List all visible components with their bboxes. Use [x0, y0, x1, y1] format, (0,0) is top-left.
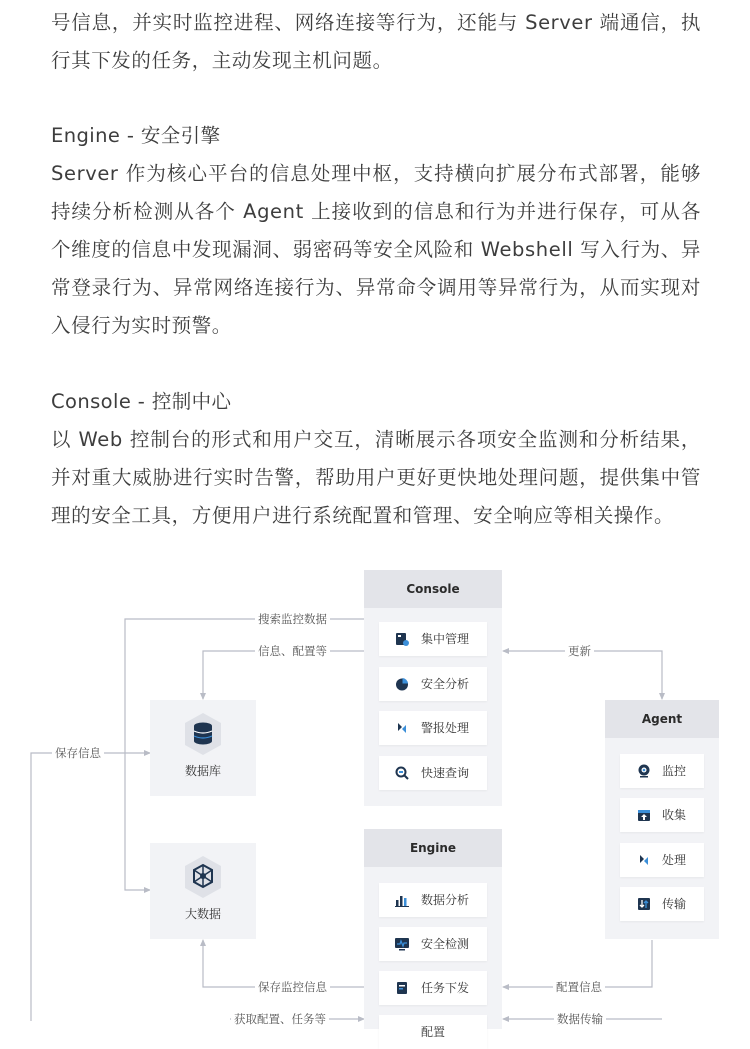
console-item-label: 安全分析	[421, 677, 470, 691]
label-info-config: 信息、配置等	[255, 644, 330, 658]
task-icon	[395, 981, 409, 995]
engine-item-label: 数据分析	[421, 893, 470, 907]
label-data-transfer: 数据传输	[554, 1012, 606, 1026]
agent-panel-title: Agent	[605, 700, 719, 738]
label-update: 更新	[565, 644, 594, 658]
transfer-icon	[637, 897, 651, 911]
engine-panel	[364, 829, 502, 1039]
engine-item-label: 配置	[421, 1025, 446, 1039]
monitor-pulse-icon	[395, 937, 409, 951]
agent-item-process	[620, 843, 704, 877]
console-item-analysis	[379, 667, 487, 701]
label-get-config: 获取配置、任务等	[231, 1012, 329, 1026]
agent-item-label: 收集	[662, 808, 687, 822]
architecture-diagram	[0, 560, 750, 1039]
engine-item-analysis	[379, 883, 487, 917]
agent-item-transfer	[620, 887, 704, 921]
agent-item-monitor	[620, 754, 704, 788]
intro-line-2: 行其下发的任务，主动发现主机问题。	[51, 49, 393, 72]
console-section	[51, 383, 701, 535]
process-icon	[637, 853, 651, 867]
console-item-query	[379, 756, 487, 790]
engine-section-body: Server 作为核心平台的信息处理中枢，支持横向扩展分布式部署，能够持续分析检测从各个 Agent 上接收到的信息和行为并进行保存，可从各个维度的信息中发现漏洞、弱密码等安全风险和 Webshell 写入行为、异常登录行为、异常网络连接行为、异常命令调用等异常行为，从而实现对入侵行为实时预警。	[51, 162, 701, 337]
database-box	[150, 700, 256, 796]
upload-box-icon	[637, 808, 651, 822]
engine-item-task	[379, 971, 487, 1005]
engine-item-label: 安全检测	[421, 937, 470, 951]
management-icon	[395, 632, 409, 646]
agent-panel	[605, 700, 719, 939]
label-search: 搜索监控数据	[255, 612, 330, 626]
process-icon	[395, 721, 409, 735]
intro-paragraph	[51, 4, 701, 80]
console-item-label: 快速查询	[421, 766, 470, 780]
console-item-label: 集中管理	[421, 632, 470, 646]
console-panel	[364, 570, 502, 806]
console-item-alert	[379, 711, 487, 745]
bar-chart-icon	[395, 893, 409, 907]
database-icon	[183, 712, 223, 756]
label-save-monitor: 保存监控信息	[255, 980, 330, 994]
search-icon	[395, 766, 409, 780]
engine-item-label: 任务下发	[421, 981, 470, 995]
engine-panel-title: Engine	[364, 829, 502, 867]
line-info-config	[203, 651, 364, 699]
camera-icon	[637, 764, 651, 778]
line-update-right	[548, 651, 662, 699]
label-config-info: 配置信息	[553, 980, 605, 994]
console-section-title: Console - 控制中心	[51, 390, 232, 413]
agent-item-label: 处理	[662, 853, 687, 867]
engine-section-title: Engine - 安全引擎	[51, 124, 221, 147]
line-save-info	[31, 753, 150, 1021]
intro-line-1: 号信息，并实时监控进程、网络连接等行为，还能与 Server 端通信，执	[51, 11, 701, 34]
agent-item-collect	[620, 798, 704, 832]
bigdata-box	[150, 843, 256, 939]
engine-item-detection	[379, 927, 487, 961]
database-label: 数据库	[184, 764, 221, 778]
network-icon	[183, 855, 223, 899]
console-panel-title: Console	[364, 570, 502, 608]
engine-item-config	[379, 1015, 487, 1049]
engine-section	[51, 117, 701, 345]
agent-item-label: 监控	[662, 764, 687, 778]
pie-chart-icon	[395, 677, 409, 691]
bigdata-label: 大数据	[184, 907, 221, 921]
console-section-body: 以 Web 控制台的形式和用户交互，清晰展示各项安全监测和分析结果，并对重大威胁进行实时告警，帮助用户更好更快地处理问题，提供集中管理的安全工具，方便用户进行系统配置和管理、安全响应等相关操作。	[51, 428, 701, 527]
agent-item-label: 传输	[662, 897, 687, 911]
console-item-label: 警报处理	[421, 721, 470, 735]
console-item-management	[379, 622, 487, 656]
label-save-info: 保存信息	[52, 746, 104, 760]
